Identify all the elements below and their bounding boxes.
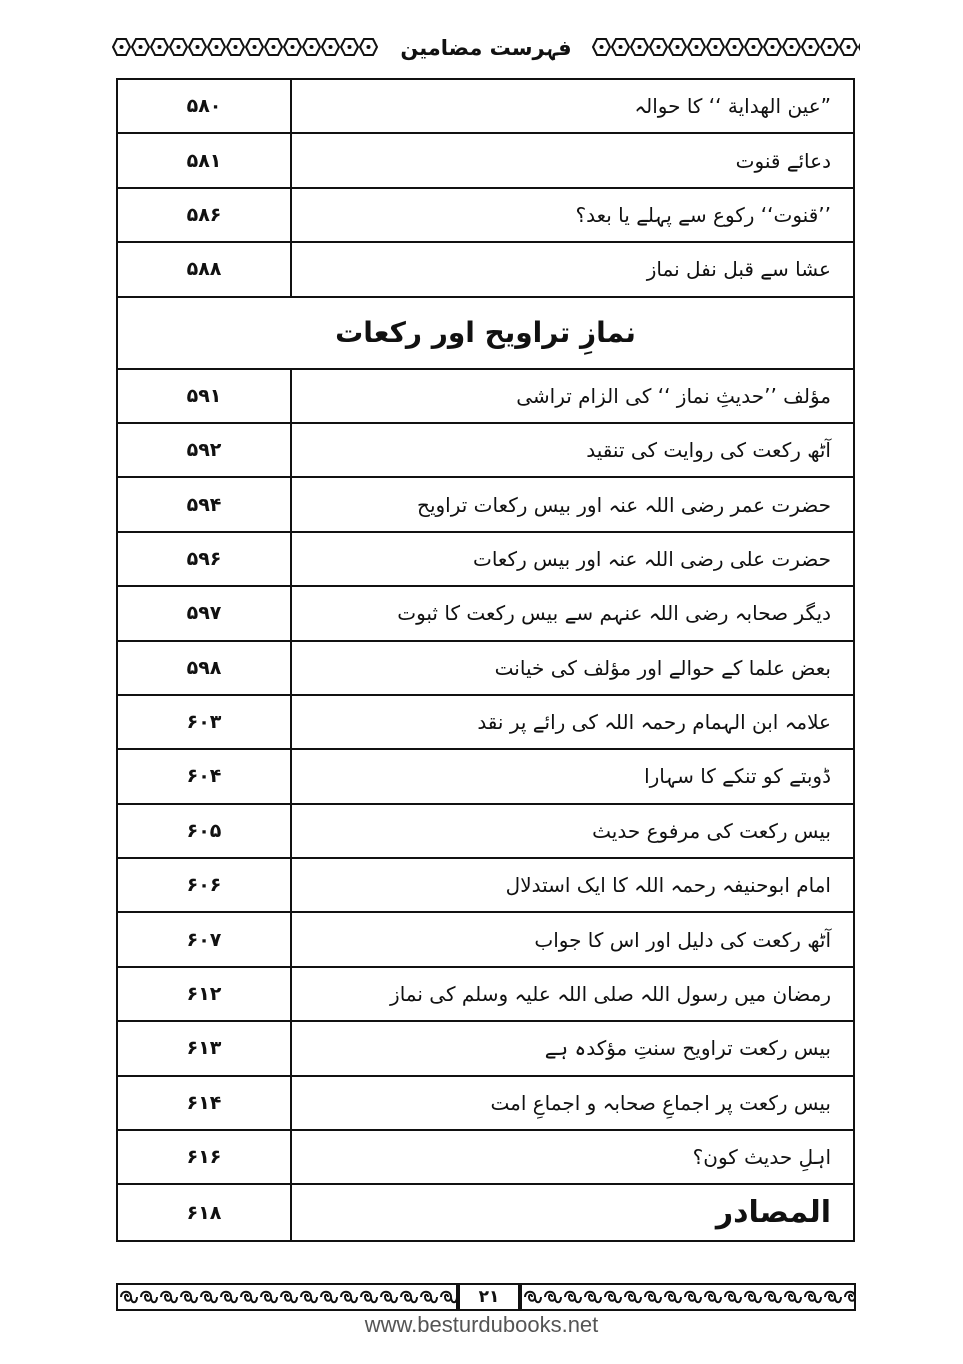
entry-title-cell: المصادر (715, 1195, 831, 1231)
section-heading: نمازِ تراویح اور رکعات (335, 316, 636, 350)
page-number-cell: ۵۸۶ (118, 189, 292, 241)
section-heading-row (118, 298, 853, 370)
page-number-cell: ۶۰۴ (118, 750, 292, 802)
table-row (118, 913, 853, 967)
table-row (118, 1077, 853, 1131)
page-number-cell: ۶۱۶ (118, 1131, 292, 1183)
entry-title-cell: دیگر صحابہ رضی اللہ عنہم سے بیس رکعت کا ثبوت (397, 601, 831, 626)
table-row (118, 243, 853, 297)
table-row (118, 859, 853, 913)
page-number-cell: ۶۱۴ (118, 1077, 292, 1129)
table-row (118, 370, 853, 424)
page-number-cell: ۵۹۱ (118, 370, 292, 422)
page-number-cell: ۶۱۳ (118, 1022, 292, 1074)
table-row (118, 424, 853, 478)
table-row (118, 805, 853, 859)
page-number: ۲۱ (458, 1283, 520, 1311)
table-row (118, 1185, 853, 1239)
page-number-cell: ۵۹۲ (118, 424, 292, 476)
table-row (118, 1131, 853, 1185)
entry-title-cell: عشا سے قبل نفل نماز (646, 257, 831, 282)
entry-title-cell: بعض علما کے حوالے اور مؤلف کی خیانت (494, 655, 831, 680)
page-number-cell: ۶۰۵ (118, 805, 292, 857)
entry-title-cell: آٹھ رکعت کی دلیل اور اس کا جواب (534, 927, 831, 952)
footer-ornament-right (520, 1283, 856, 1311)
entry-title-cell: آٹھ رکعت کی روایت کی تنقید (586, 438, 831, 463)
page-number-cell: ۶۰۳ (118, 696, 292, 748)
page-number-cell: ۶۰۶ (118, 859, 292, 911)
page-header (112, 30, 860, 70)
page-number-cell: ۵۹۸ (118, 642, 292, 694)
entry-title-cell: امام ابوحنیفہ رحمہ اللہ کا ایک استدلال (505, 873, 831, 898)
page-number-cell: ۵۹۴ (118, 478, 292, 530)
page-number-cell: ۶۱۲ (118, 968, 292, 1020)
contents-table (116, 78, 855, 1242)
page-number-cell: ۶۱۸ (118, 1185, 292, 1239)
entry-title-cell: علامہ ابن الہمام رحمہ اللہ کی رائے پر نقد (477, 710, 831, 735)
page-number-cell: ۶۰۷ (118, 913, 292, 965)
entry-title-cell: بیس رکعت تراویح سنتِ مؤکدہ ہے (544, 1036, 831, 1061)
page-number-cell: ۵۹۷ (118, 587, 292, 639)
entry-title-cell: اہلِ حدیث کون؟ (692, 1145, 831, 1170)
entry-title-cell: حضرت عمر رضی اللہ عنہ اور بیس رکعات تراویح (417, 492, 831, 517)
header-ornament-right (592, 36, 860, 58)
entry-title-cell: بیس رکعت پر اجماعِ صحابہ و اجماعِ امت (490, 1090, 831, 1115)
entry-title-cell: بیس رکعت کی مرفوع حدیث (592, 818, 831, 843)
entry-title-cell: ”عین الهدایة ‘‘ کا حوالہ (634, 94, 831, 119)
entry-title-cell: مؤلف ’’حدیثِ نماز ‘‘ کی الزام تراشی (516, 383, 831, 408)
table-row (118, 1022, 853, 1076)
page-number-cell: ۵۸۱ (118, 134, 292, 186)
entry-title-cell: ’’قنوت‘‘ رکوع سے پہلے یا بعد؟ (575, 202, 831, 227)
website-watermark: www.besturdubooks.net (364, 1312, 599, 1337)
table-row (118, 533, 853, 587)
table-row (118, 696, 853, 750)
header-ornament-left (112, 36, 378, 58)
page-footer (116, 1283, 856, 1311)
table-row (118, 189, 853, 243)
table-row (118, 968, 853, 1022)
table-row (118, 750, 853, 804)
page-number-cell: ۵۸۰ (118, 80, 292, 132)
page-title: فہرست مضامین (400, 36, 572, 60)
table-row (118, 587, 853, 641)
entry-title-cell: دعائے قنوت (735, 148, 831, 173)
page-number-cell: ۵۸۸ (118, 243, 292, 295)
table-row (118, 134, 853, 188)
table-row (118, 478, 853, 532)
table-row (118, 642, 853, 696)
entry-title-cell: حضرت علی رضی اللہ عنہ اور بیس رکعات (472, 546, 831, 571)
table-row (118, 80, 853, 134)
entry-title-cell: ڈوبتے کو تنکے کا سہارا (644, 764, 831, 789)
entry-title-cell: رمضان میں رسول اللہ صلی اللہ علیہ وسلم کی نماز (390, 982, 831, 1007)
page-number-cell: ۵۹۶ (118, 533, 292, 585)
footer-ornament-left (116, 1283, 458, 1311)
